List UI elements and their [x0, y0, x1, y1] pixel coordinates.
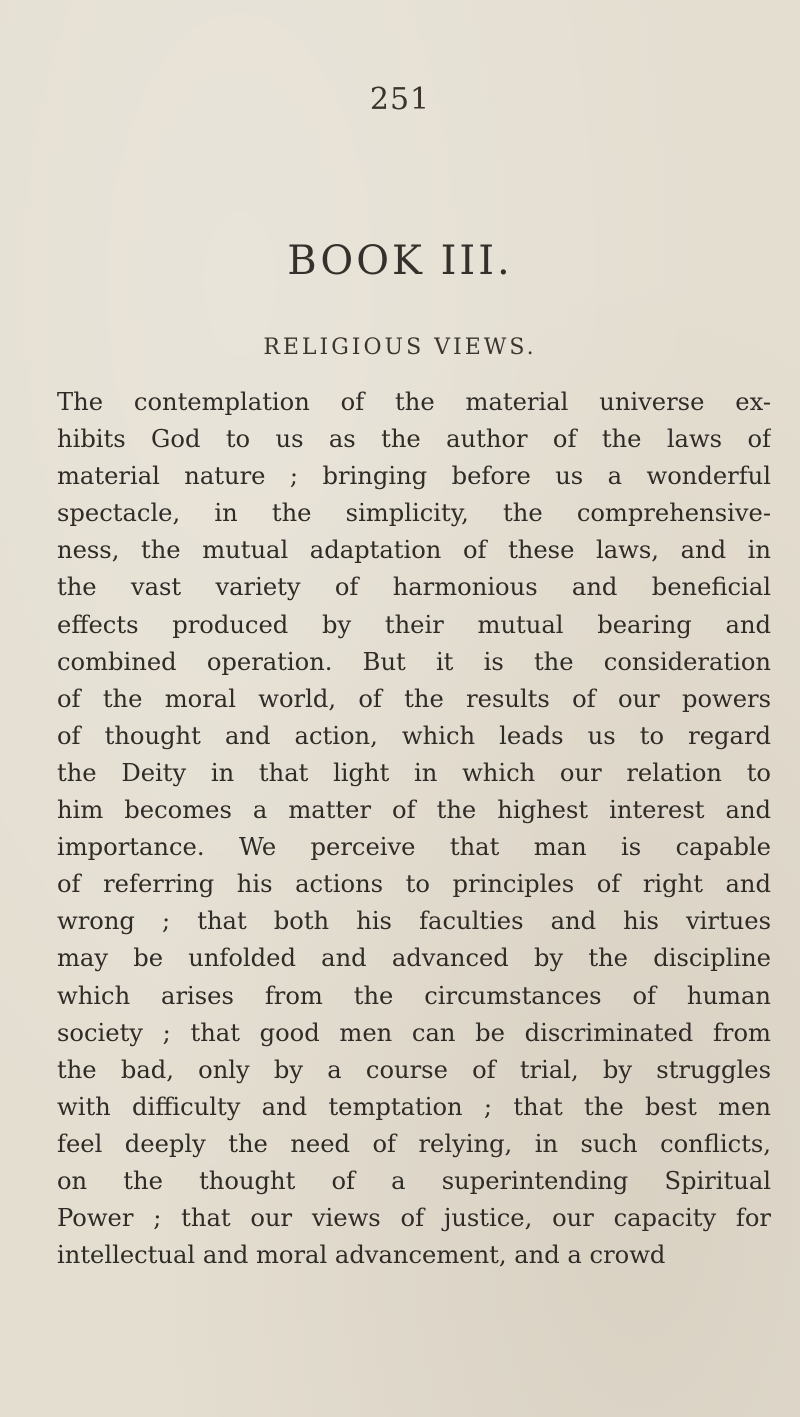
- text-line: the bad, only by a course of trial, by struggles: [57, 1055, 771, 1084]
- section-heading: RELIGIOUS VIEWS.: [263, 335, 537, 360]
- text-line: with difficulty and temptation ; that the best men: [57, 1092, 771, 1121]
- text-line: Power ; that our views of justice, our capacity for: [57, 1204, 771, 1233]
- text-line: effects produced by their mutual bearing and: [57, 610, 771, 639]
- text-line: the Deity in that light in which our relation to: [57, 758, 771, 787]
- text-line: The contemplation of the material universe ex-: [57, 388, 771, 416]
- text-line: of referring his actions to principles of right and: [57, 870, 771, 899]
- text-line: feel deeply the need of relying, in such conflicts,: [57, 1129, 771, 1158]
- text-line: on the thought of a superintending Spiritual: [57, 1166, 771, 1195]
- text-line: of thought and action, which leads us to regard: [57, 721, 771, 750]
- page-number: 251: [369, 82, 431, 117]
- text-line: spectacle, in the simplicity, the comprehensive-: [57, 499, 771, 528]
- text-line: material nature ; bringing before us a wonderful: [57, 462, 771, 491]
- text-line: may be unfolded and advanced by the discipline: [57, 944, 771, 973]
- book-heading: BOOK III.: [287, 238, 513, 284]
- text-line: wrong ; that both his faculties and his virtues: [57, 907, 771, 936]
- text-line: of the moral world, of the results of our powers: [57, 684, 771, 713]
- text-line: intellectual and moral advancement, and a crowd: [57, 1241, 666, 1270]
- text-line: importance. We perceive that man is capable: [57, 833, 771, 862]
- text-line: hibits God to us as the author of the laws of: [57, 425, 771, 454]
- body-paragraph: [57, 384, 771, 1274]
- text-line: combined operation. But it is the consideration: [57, 647, 771, 676]
- text-line: him becomes a matter of the highest interest and: [57, 796, 771, 825]
- text-line: which arises from the circumstances of human: [57, 981, 771, 1010]
- text-line: society ; that good men can be discriminated from: [57, 1018, 771, 1047]
- text-line: the vast variety of harmonious and beneficial: [57, 573, 771, 602]
- text-line: ness, the mutual adaptation of these laws, and in: [57, 536, 771, 565]
